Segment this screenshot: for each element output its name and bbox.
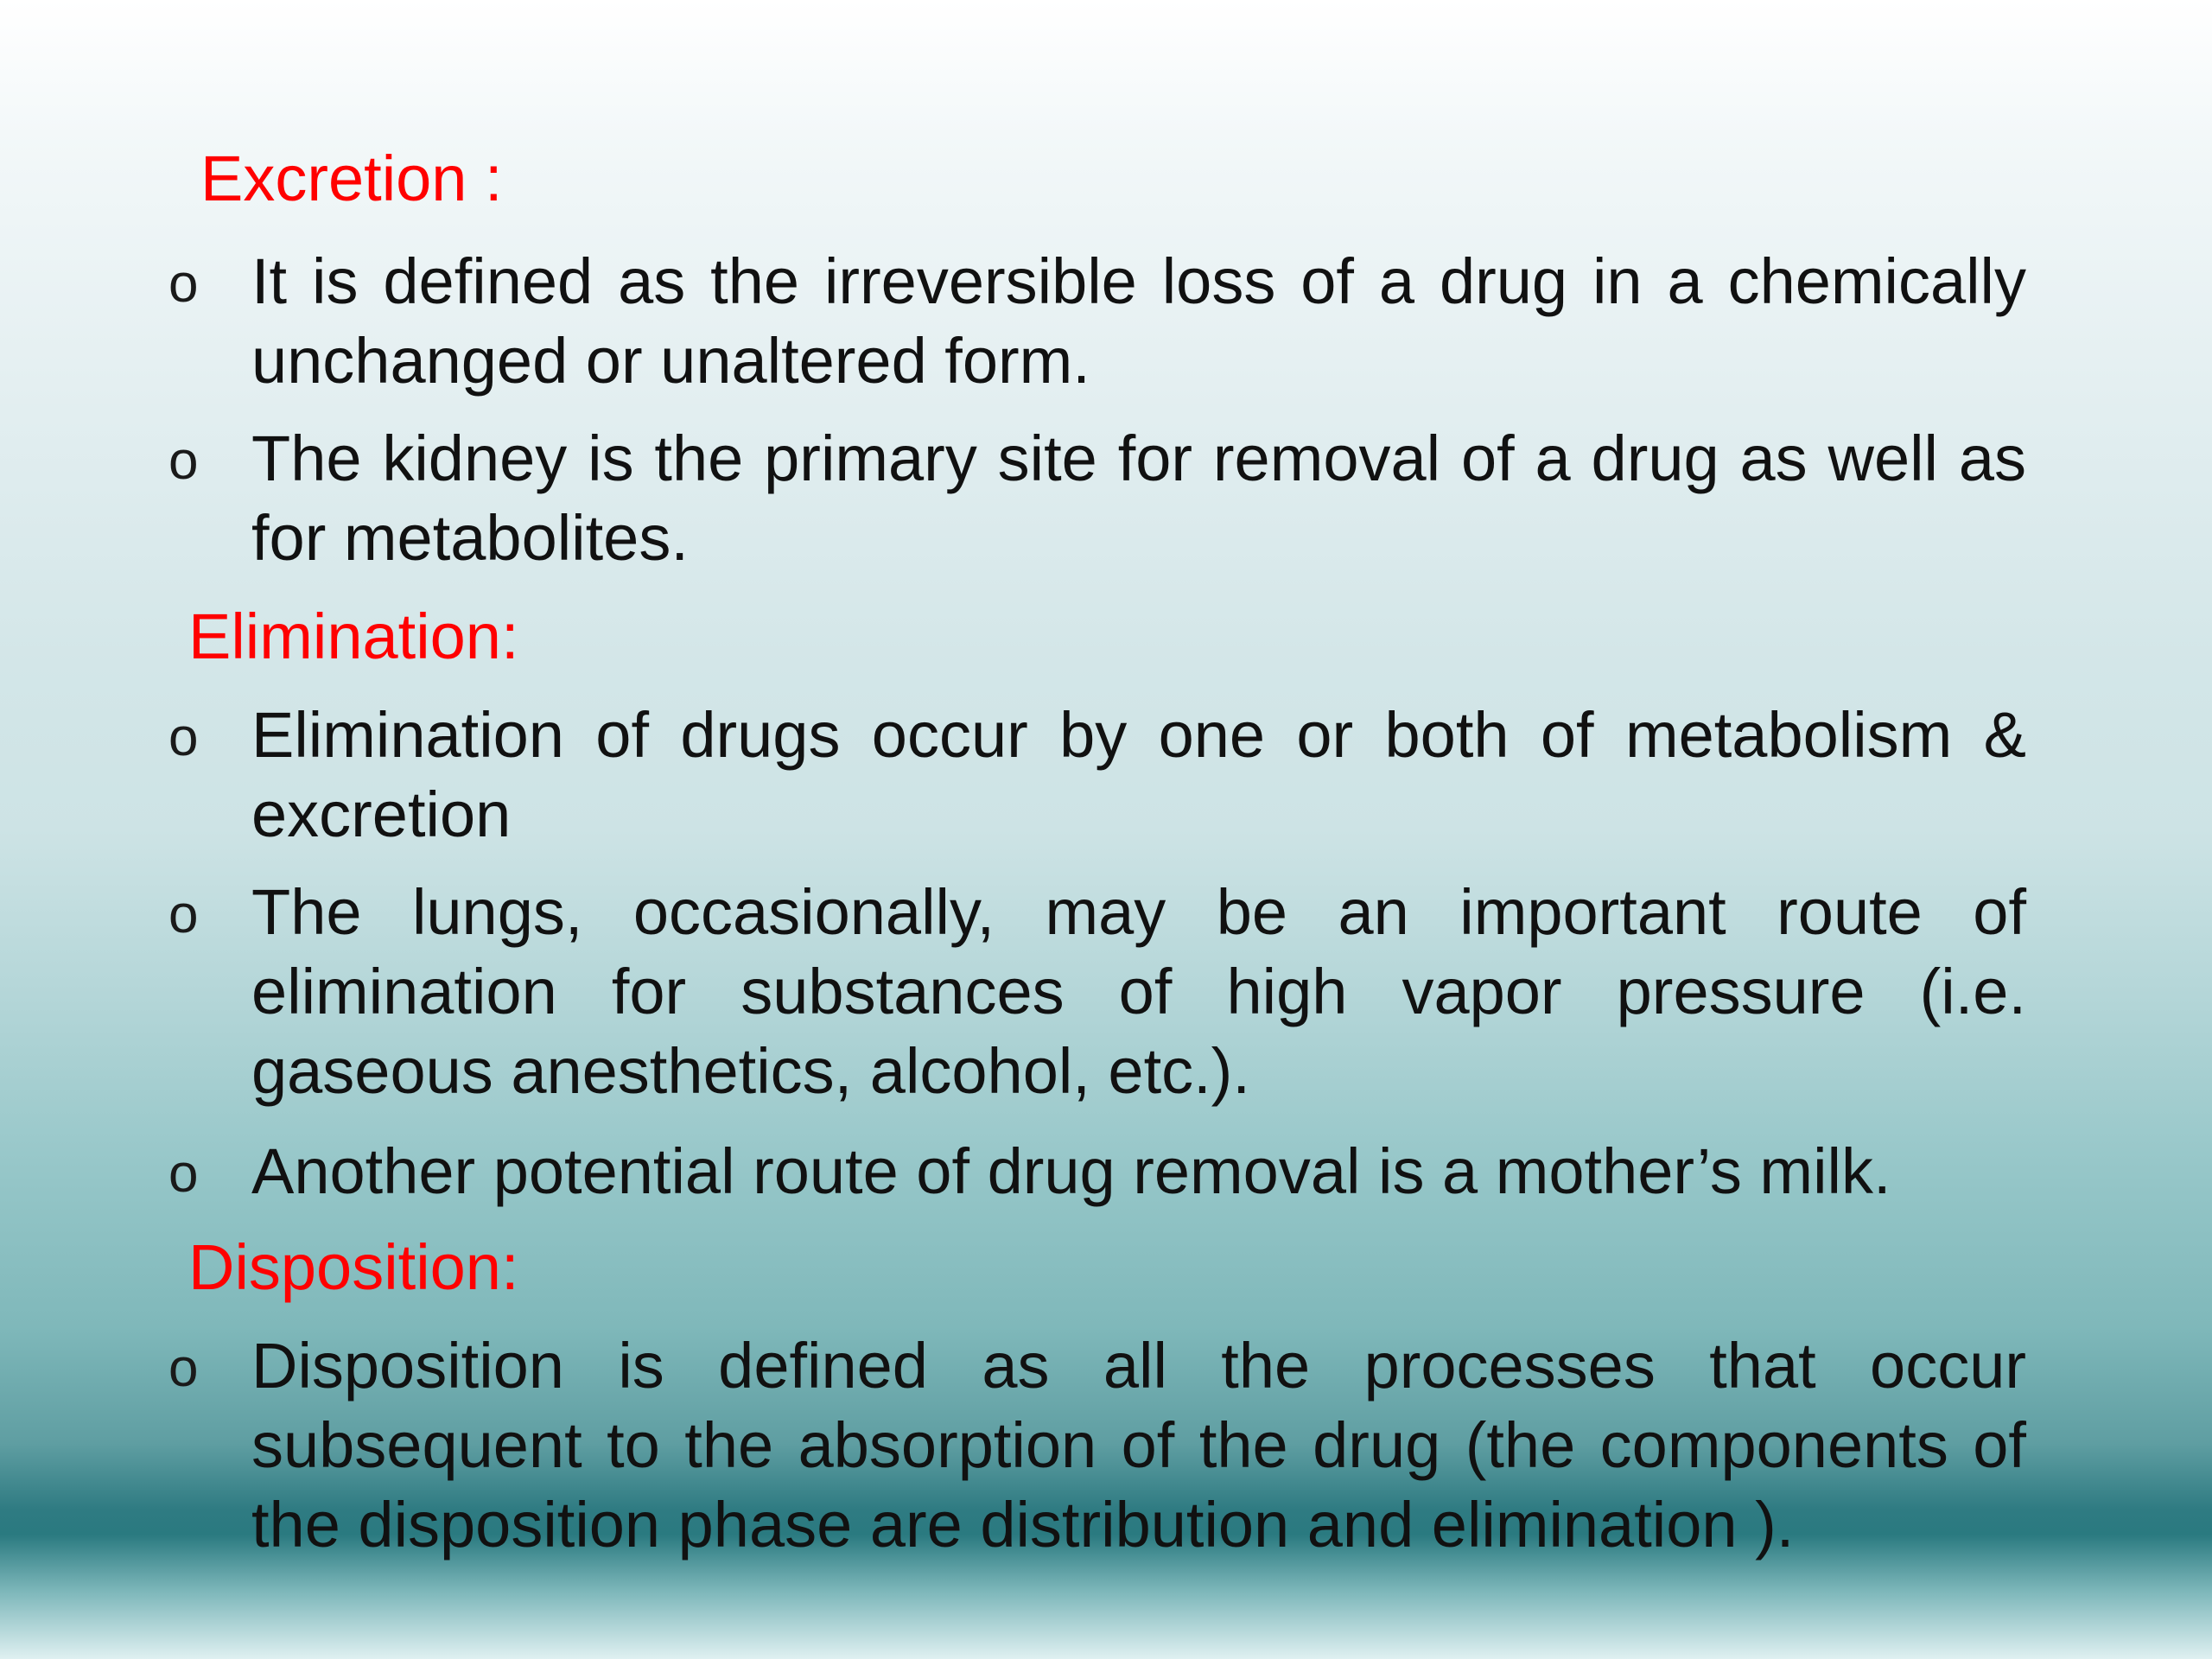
bullet-text: Disposition is defined as all the processes that occur subsequent to the absorption of the drug (the components of the disposition phase are distribution and elimination ).: [251, 1330, 2026, 1560]
bullet-marker: o: [168, 254, 199, 314]
bullet-text: The kidney is the primary site for removal of a drug as well as for metabolites.: [251, 423, 2026, 574]
bullet-text: It is defined as the irreversible loss of a drug in a chemically unchanged or unaltered form.: [251, 245, 2026, 397]
heading-elimination: Elimination:: [188, 601, 519, 672]
bullet-text: Another potential route of drug removal is a mother’s milk.: [251, 1135, 1891, 1207]
bullet-marker: o: [168, 431, 199, 491]
heading-disposition: Disposition:: [188, 1231, 519, 1303]
bullet-marker: o: [168, 885, 199, 944]
heading-excretion: Excretion :: [200, 143, 503, 214]
bullet-marker: o: [168, 1144, 199, 1204]
bullet-marker: o: [168, 1338, 199, 1398]
bullet-text: The lungs, occasionally, may be an important route of elimination for substances of high vapor pressure (i.e. gaseous anesthetics, alcohol, etc.).: [251, 876, 2026, 1107]
bullet-marker: o: [168, 708, 199, 767]
bullet-text: Elimination of drugs occur by one or both of metabolism & excretion: [251, 699, 2026, 850]
